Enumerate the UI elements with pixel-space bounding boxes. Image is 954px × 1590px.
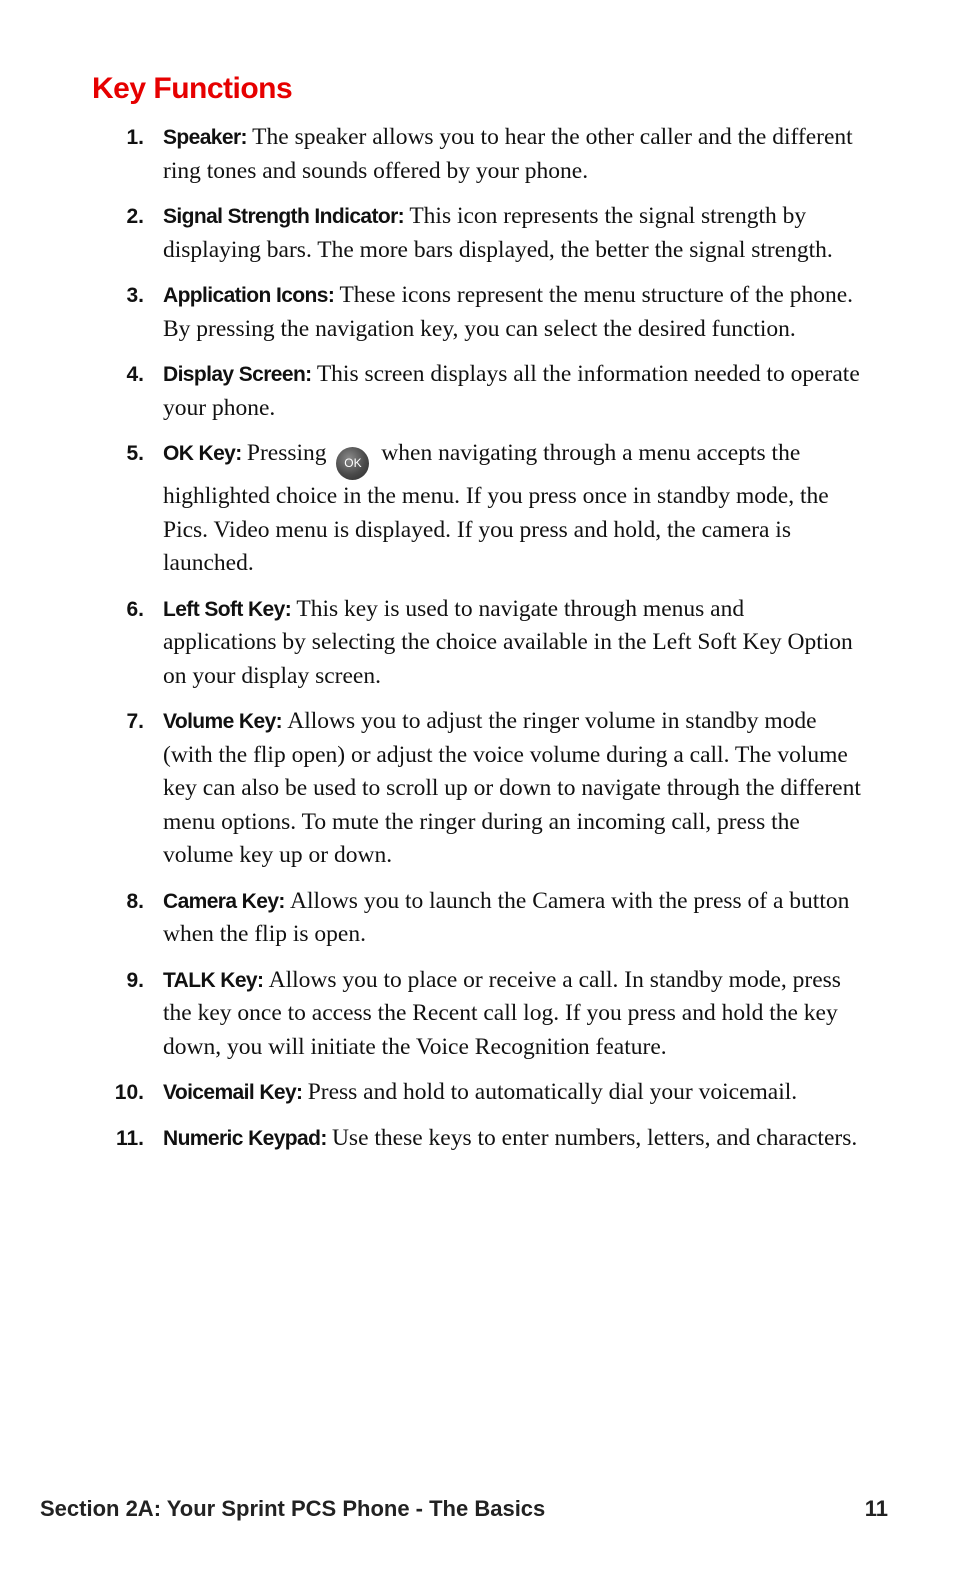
list-item-application-icons: [0, 279, 863, 346]
item-term: Volume Key:: [163, 710, 288, 733]
item-number: 1.: [126, 126, 144, 149]
item-term: Numeric Keypad:: [163, 1126, 332, 1150]
list-item-left-soft-key: [0, 593, 863, 694]
item-number: 7.: [126, 710, 144, 733]
list-item-volume-key: [0, 705, 863, 873]
item-term: Left Soft Key:: [163, 597, 297, 621]
item-number: 11.: [115, 1126, 144, 1150]
item-description-after-icon: when navigating through a menu accepts the highlighted choice in the menu. If you press once in standby mode, the Pics. Video menu is displayed. If you press and hold, the camera is launched.: [163, 440, 829, 576]
item-number: 9.: [126, 968, 144, 992]
item-description: Allows you to place or receive a call. In standby mode, press the key once to access the Recent call log. If you press and hold the key down, you will initiate the Voice Recognition feature.: [163, 966, 841, 1060]
page-footer: [40, 1494, 888, 1524]
item-description-before-icon: Pressing: [246, 440, 333, 466]
item-number: 8.: [126, 889, 144, 913]
item-term: Voicemail Key:: [163, 1081, 308, 1104]
item-number: 2.: [126, 205, 144, 228]
key-functions-list: [0, 121, 954, 1167]
item-description: The speaker allows you to hear the other caller and the different ring tones and sounds offered by your phone.: [163, 124, 853, 184]
item-description: This key is used to navigate through menus and applications by selecting the choice available in the Left Soft Key Option on your display screen.: [163, 595, 853, 689]
item-number: 6.: [126, 597, 144, 621]
item-term: Display Screen:: [163, 363, 317, 386]
item-description: This icon represents the signal strength by displaying bars. The more bars displayed, the better the signal strength.: [163, 203, 833, 263]
page-title: Key Functions: [92, 72, 293, 105]
item-term: Signal Strength Indicator:: [163, 205, 410, 228]
list-item-numeric-keypad: [0, 1122, 863, 1156]
item-description: This screen displays all the information needed to operate your phone.: [163, 361, 860, 421]
list-item-signal-strength-indicator: [0, 200, 863, 267]
list-item-voicemail-key: [0, 1076, 863, 1110]
item-number: 10.: [114, 1081, 144, 1104]
item-term: Application Icons:: [163, 284, 340, 307]
item-term: TALK Key:: [163, 968, 269, 992]
footer-section-title: Section 2A: Your Sprint PCS Phone - The Basics: [40, 1496, 546, 1521]
item-number: 5.: [126, 442, 144, 465]
list-item-talk-key: [0, 964, 863, 1065]
list-item-camera-key: [0, 885, 863, 952]
item-description: Use these keys to enter numbers, letters, and characters.: [331, 1124, 858, 1151]
list-item-speaker: [0, 121, 863, 188]
item-description: These icons represent the menu structure of the phone. By pressing the navigation key, you can select the desired function.: [163, 282, 854, 342]
item-term: Speaker:: [163, 126, 253, 149]
list-item-display-screen: [0, 358, 863, 425]
list-item-ok-key: [0, 437, 863, 581]
item-term: OK Key:: [163, 442, 247, 465]
item-number: 4.: [126, 363, 144, 386]
item-number: 3.: [126, 284, 144, 307]
ok-key-icon: OK: [336, 447, 369, 480]
item-description: Press and hold to automatically dial your voicemail.: [307, 1079, 798, 1105]
item-description: Allows you to adjust the ringer volume in standby mode (with the flip open) or adjust the voice volume during a call. The volume key can also be used to scroll up or down to navigate through the different menu options. To mute the ringer during an incoming call, press the volume key up or down.: [163, 708, 861, 868]
item-term: Camera Key:: [163, 889, 291, 913]
item-description: Allows you to launch the Camera with the press of a button when the flip is open.: [163, 887, 850, 947]
footer-page-number: 11: [864, 1496, 888, 1521]
